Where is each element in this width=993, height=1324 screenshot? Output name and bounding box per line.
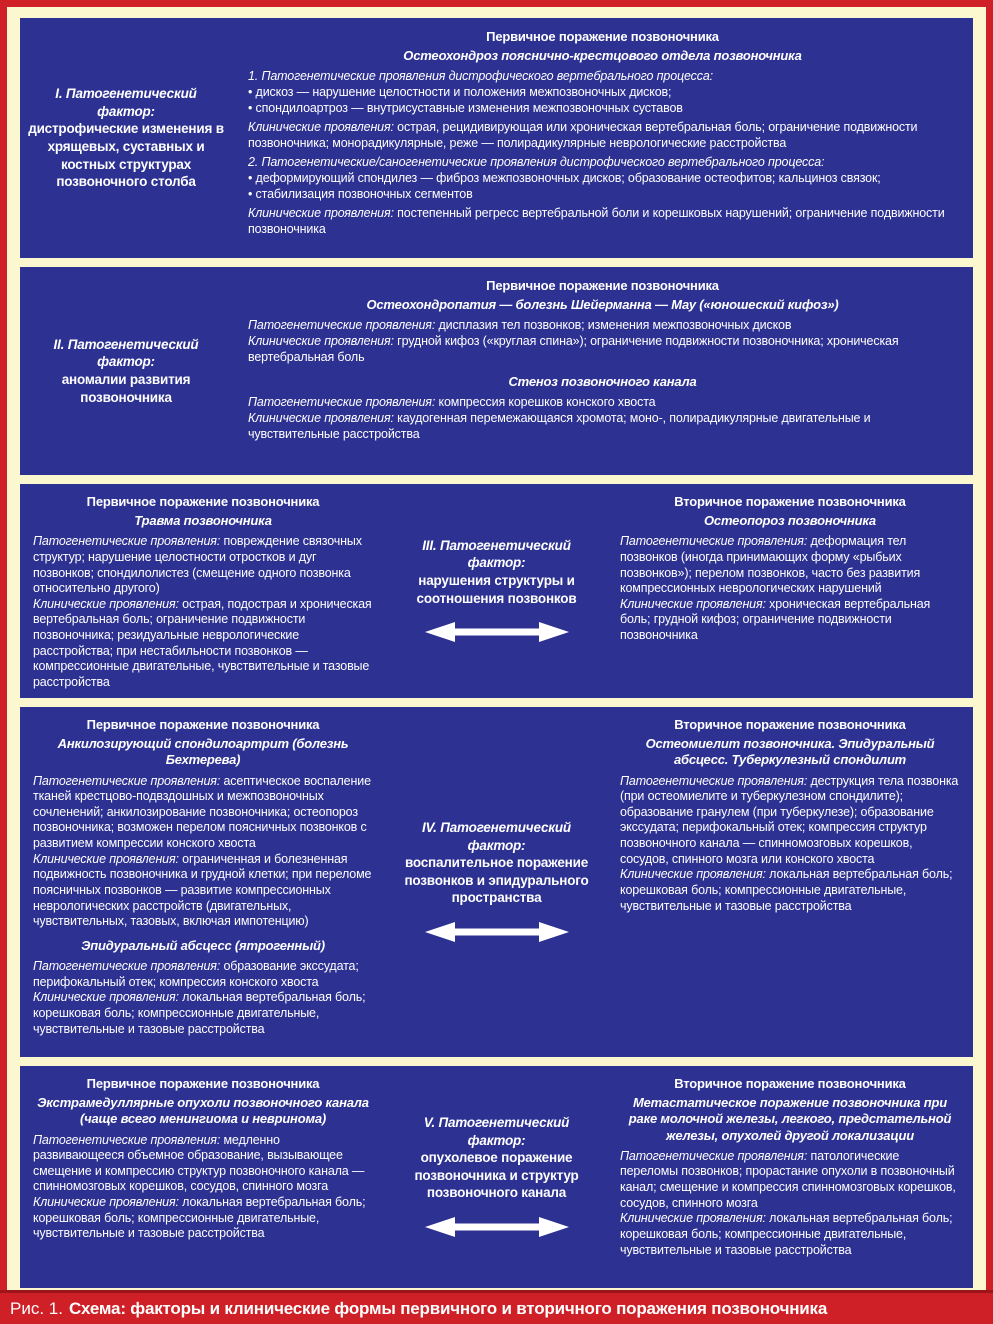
panel-1-lead-1: 1. Патогенетические проявления дистрофического вертебрального процесса: xyxy=(248,69,713,84)
clinical-text: каудогенная перемежающаяся хромота; моно-, полирадикулярные двигательные и чувствительные расстройства xyxy=(248,411,871,441)
pathogenetic-text: патологические переломы позвонков; прорастание опухоли в позвоночный канал; смещение и компрессия спинномозговых корешков, сосудов, спинного мозга xyxy=(620,1148,956,1210)
panel-4-right-disease: Остеомиелит позвоночника. Эпидуральный абсцесс. Туберкулезный спондилит xyxy=(645,736,935,768)
pathogenetic-lead: Патогенетические проявления: xyxy=(33,1132,221,1147)
panel-1-bullet: • дискоз — нарушение целостности и положения межпозвоночных дисков; xyxy=(248,84,672,99)
clinical-text: грудной кифоз («круглая спина»); ограничение подвижности позвоночника; хроническая вертебральная боль xyxy=(248,333,899,364)
panel-4-right-header: Вторичное поражение позвоночника xyxy=(674,717,906,732)
panel-1-main xyxy=(232,18,973,258)
panel-2-main xyxy=(232,267,973,475)
clinical-text: локальная вертебральная боль; корешковая боль; компрессионные двигательные, чувствительные и тазовые расстройства xyxy=(620,1211,953,1257)
panel-3-right-disease: Остеопороз позвоночника xyxy=(704,513,876,528)
panel-1-disease: Остеохондроз пояснично-крестцового отдела позвоночника xyxy=(403,48,802,63)
pathogenetic-text: дисплазия тел позвонков; изменения межпозвоночных дисков xyxy=(438,318,792,333)
figure-caption xyxy=(0,1290,993,1324)
panel-5-left-header: Первичное поражение позвоночника xyxy=(86,1076,320,1091)
factor-4-label xyxy=(386,707,607,1057)
bidirectional-arrow-icon xyxy=(422,919,572,945)
panel-3-secondary-column xyxy=(607,484,973,698)
factor-4-subtitle: воспалительное поражение позвонков и эпидурального пространства xyxy=(404,855,589,906)
panel-5-right-disease: Метастатическое поражение позвоночника при раке молочной железы, легкого, предстательной железы, опухолей другой локализации xyxy=(628,1095,952,1143)
panel-2-pathogenetic-1 xyxy=(248,318,957,334)
panel-2-disease-2: Стеноз позвоночного канала xyxy=(508,374,697,390)
clinical-text: острая, подострая и хроническая вертебральная боль; ограничение подвижности позвоночника; резидуальные неврологические расстройства; при нестабильности позвонков — компрессионные двигательные, чувствительные и тазовые расстройства xyxy=(33,596,372,689)
clinical-lead: Клинические проявления: xyxy=(620,1211,766,1226)
panel-4-left-pathogenetic-2 xyxy=(33,959,373,990)
panel-3-left-pathogenetic xyxy=(33,534,373,597)
panel-factor-2 xyxy=(20,267,973,475)
pathogenetic-lead: Патогенетические проявления: xyxy=(248,318,436,333)
panel-factor-4 xyxy=(20,707,973,1057)
panel-2-clinical-2 xyxy=(248,411,957,442)
panel-4-right-pathogenetic xyxy=(620,774,960,868)
panel-5-right-header: Вторичное поражение позвоночника xyxy=(674,1076,906,1091)
clinical-lead: Клинические проявления: xyxy=(33,851,179,866)
factor-3-title: III. Патогенетический фактор: xyxy=(422,537,571,571)
panel-5-left-clinical xyxy=(33,1195,373,1242)
pathogenetic-lead: Патогенетические проявления: xyxy=(620,534,808,549)
panel-3-left-header: Первичное поражение позвоночника xyxy=(86,494,320,509)
panel-2-pathogenetic-2 xyxy=(248,395,957,411)
pathogenetic-text: образование экссудата; перифокальный отек; компрессия конского хвоста xyxy=(33,959,359,989)
clinical-lead: Клинические проявления: xyxy=(33,990,179,1005)
panel-2-header: Первичное поражение позвоночника xyxy=(486,278,719,293)
panel-5-primary-column xyxy=(20,1066,386,1288)
clinical-lead: Клинические проявления: xyxy=(248,411,394,425)
pathogenetic-lead: Патогенетические проявления: xyxy=(33,534,221,549)
panel-1-header: Первичное поражение позвоночника xyxy=(486,29,719,44)
clinical-text: постепенный регресс вертебральной боли и корешковых нарушений; ограничение подвижности позвоночника xyxy=(248,206,945,236)
factor-4-title: IV. Патогенетический фактор: xyxy=(422,820,571,853)
panel-5-left-pathogenetic xyxy=(33,1133,373,1196)
factor-5-label xyxy=(386,1066,607,1288)
bidirectional-arrow-icon xyxy=(422,1214,572,1240)
figure-caption-text: Схема: факторы и клинические формы первичного и вторичного поражения позвоночника xyxy=(68,1298,828,1318)
factor-1-label xyxy=(20,18,232,258)
panel-3-left-disease: Травма позвоночника xyxy=(134,513,272,528)
schema-canvas xyxy=(7,7,986,1290)
panel-4-primary-column xyxy=(20,707,386,1057)
clinical-lead: Клинические проявления: xyxy=(620,596,766,611)
panel-3-right-pathogenetic xyxy=(620,534,960,597)
panel-3-right-header: Вторичное поражение позвоночника xyxy=(674,494,906,509)
pathogenetic-text: медленно развивающееся объемное образование, вызывающее смещение и компрессию структур позвоночного канала — спинномозговых корешков, сосудов, спинного мозга xyxy=(33,1132,365,1194)
factor-5-subtitle: опухолевое поражение позвоночника и структур позвоночного канала xyxy=(414,1150,579,1201)
clinical-lead: Клинические проявления: xyxy=(248,333,394,348)
panel-1-bullet: • спондилоартроз — внутрисуставные изменения межпозвоночных суставов xyxy=(248,100,683,115)
factor-2-label xyxy=(20,267,232,475)
pathogenetic-text: повреждение связочных структур; нарушение целостности отростков и дуг позвонков; спондилолистез (смещение одного позвонка относительно другого) xyxy=(33,534,362,596)
factor-1-title: I. Патогенетический фактор: xyxy=(55,86,197,119)
clinical-text: локальная вертебральная боль; корешковая боль; компрессионные двигательные, чувствительные и тазовые расстройства xyxy=(620,867,953,913)
panel-4-left-clinical-2 xyxy=(33,990,373,1037)
panel-1-bullet: • стабилизация позвоночных сегментов xyxy=(248,186,473,201)
factor-5-title: V. Патогенетический фактор: xyxy=(423,1115,570,1148)
pathogenetic-lead: Патогенетические проявления: xyxy=(33,959,221,973)
pathogenetic-text: деформация тел позвонков (иногда принимающих форму «рыбьих позвонков»); перелом позвонков, часто без развития компрессионных неврологических нарушений xyxy=(620,534,921,596)
factor-2-subtitle: аномалии развития позвоночника xyxy=(61,372,191,405)
clinical-lead: Клинические проявления: xyxy=(620,867,766,882)
panel-3-right-clinical xyxy=(620,597,960,644)
factor-3-subtitle: нарушения структуры и соотношения позвонков xyxy=(416,573,577,606)
panel-5-right-clinical xyxy=(620,1211,960,1258)
panel-4-right-clinical xyxy=(620,867,960,914)
bidirectional-arrow-icon xyxy=(422,619,572,645)
panel-factor-3 xyxy=(20,484,973,698)
panel-5-right-pathogenetic xyxy=(620,1149,960,1212)
pathogenetic-lead: Патогенетические проявления: xyxy=(620,773,808,788)
panel-2-clinical-1 xyxy=(248,334,957,365)
clinical-lead: Клинические проявления: xyxy=(248,120,394,135)
panel-4-left-disease-2: Эпидуральный абсцесс (ятрогенный) xyxy=(81,937,325,953)
clinical-text: локальная вертебральная боль; корешковая боль; компрессионные двигательные, чувствительные и тазовые расстройства xyxy=(33,990,366,1036)
clinical-text: хроническая вертебральная боль; грудной кифоз; ограничение подвижности позвоночника xyxy=(620,596,931,642)
pathogenetic-lead: Патогенетические проявления: xyxy=(620,1148,808,1163)
pathogenetic-text: асептическое воспаление тканей крестцово-подвздошных и межпозвоночных сочленений; анкилозирование позвоночника; остеопороз позвоночника; возможен перелом поясничных позвонков с развитием компрессии конского хвоста xyxy=(33,773,371,850)
pathogenetic-lead: Патогенетические проявления: xyxy=(248,395,436,410)
factor-1-subtitle: дистрофические изменения в хрящевых, суставных и костных структурах позвоночного столба xyxy=(28,121,224,190)
pathogenetic-lead: Патогенетические проявления: xyxy=(33,773,221,788)
panel-1-clinical-2 xyxy=(248,206,957,237)
panel-4-left-clinical-1 xyxy=(33,852,373,930)
pathogenetic-text: деструкция тела позвонка (при остеомиелите и туберкулезном спондилите); образование гранулем (при туберкулезе); образование экссудата; перифокальный отек; компрессия структур позвоночного канала — спинномозговых корешков, сосудов, спинного мозга или конского хвоста xyxy=(620,773,959,866)
figure-caption-number: Рис. 1. xyxy=(10,1298,63,1318)
clinical-text: локальная вертебральная боль; корешковая боль; компрессионные двигательные, чувствительные и тазовые расстройства xyxy=(33,1195,366,1241)
clinical-text: острая, рецидивирующая или хроническая вертебральная боль; ограничение подвижности позвоночника; монорадикулярные, реже — полирадикулярные неврологические расстройства xyxy=(248,120,918,150)
panel-3-primary-column xyxy=(20,484,386,698)
factor-2-title: II. Патогенетический фактор: xyxy=(53,336,199,370)
panel-5-left-disease: Экстрамедуллярные опухоли позвоночного канала (чаще всего менингиома и невринома) xyxy=(37,1095,369,1127)
panel-1-clinical-1 xyxy=(248,120,957,151)
panel-4-left-disease-1: Анкилозирующий спондилоартрит (болезнь Бехтерева) xyxy=(57,736,349,768)
panel-3-left-clinical xyxy=(33,597,373,691)
clinical-lead: Клинические проявления: xyxy=(33,1195,179,1209)
panel-4-left-header: Первичное поражение позвоночника xyxy=(86,717,320,732)
panel-5-secondary-column xyxy=(607,1066,973,1288)
panel-4-left-pathogenetic-1 xyxy=(33,774,373,852)
clinical-lead: Клинические проявления: xyxy=(33,596,179,611)
panel-factor-5 xyxy=(20,1066,973,1288)
factor-3-label xyxy=(386,484,607,698)
panel-4-secondary-column xyxy=(607,707,973,1057)
panel-2-disease-1: Остеохондропатия — болезнь Шейерманна — Мау («юношеский кифоз») xyxy=(366,297,839,312)
clinical-text: ограниченная и болезненная подвижность позвоночника и грудной клетки; при переломе поясничных позвонков — развитие компрессионных неврологических расстройств (двигательных, чувствительных, тазовых, включая импотенцию) xyxy=(33,851,372,929)
panel-1-bullet: • деформирующий спондилез — фиброз межпозвоночных дисков; образование остеофитов; кальциноз связок; xyxy=(248,171,881,185)
clinical-lead: Клинические проявления: xyxy=(248,206,394,221)
pathogenetic-text: компрессия корешков конского хвоста xyxy=(438,395,656,410)
panel-1-lead-2: 2. Патогенетические/саногенетические проявления дистрофического вертебрального процесса: xyxy=(248,155,825,170)
panel-factor-1 xyxy=(20,18,973,258)
